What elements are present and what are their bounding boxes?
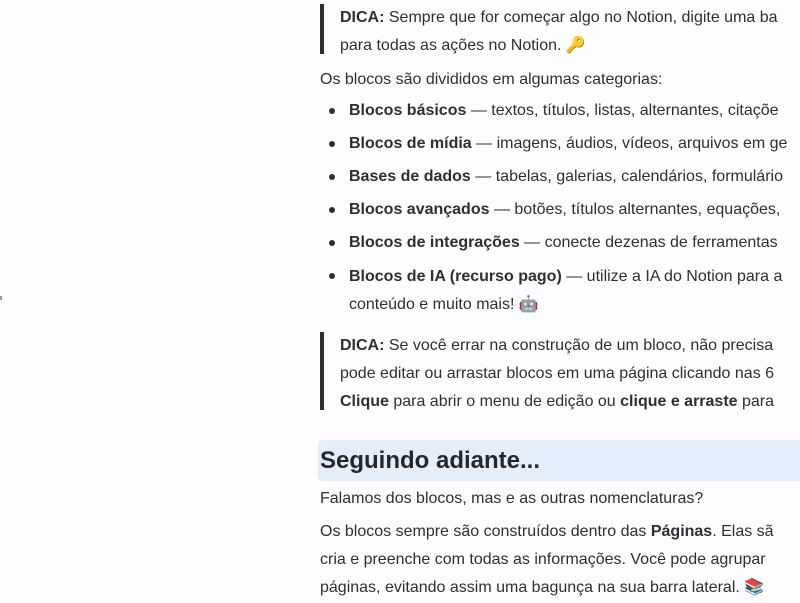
bullet-icon [329, 174, 335, 180]
tip-callout-1 [320, 4, 800, 54]
category-list [320, 98, 787, 319]
scroll-marker [0, 296, 2, 300]
section-heading: Seguindo adiante... [320, 447, 541, 474]
tip-label: DICA: [340, 9, 385, 26]
bullet-icon [329, 141, 335, 147]
list-item: Bases de dados — tabelas, galerias, calendários, formulário [320, 164, 787, 190]
list-item: Blocos de integrações — conecte dezenas de ferramentas [320, 230, 787, 256]
list-item: Blocos avançados — botões, títulos alternantes, equações, [320, 197, 787, 223]
paragraph: Falamos dos blocos, mas e as outras nomenclaturas? [320, 490, 704, 507]
intro-paragraph: Os blocos são divididos em algumas categorias: [320, 71, 663, 88]
tip-text: Sempre que for começar algo no Notion, digite uma ba [384, 9, 778, 26]
tip-text-line2: para todas as ações no Notion. 🔑 [340, 37, 586, 54]
list-item: Blocos de IA (recurso pago) — utilize a IA do Notion para a conteúdo e muito mais! 🤖 [320, 263, 787, 319]
bullet-icon [329, 240, 335, 246]
tip-callout-2: DICA: Se você errar na construção de um bloco, não precisa pode editar ou arrastar blocos em uma página clicando nas 6 Clique para abrir o menu de edição ou clique e arraste para [320, 332, 800, 410]
list-item: Blocos básicos — textos, títulos, listas, alternantes, citaçõe [320, 98, 787, 124]
bullet-icon [329, 273, 335, 279]
bullet-icon [329, 207, 335, 213]
list-item: Blocos de mídia — imagens, áudios, vídeos, arquivos em ge [320, 131, 787, 157]
bullet-icon [329, 108, 335, 114]
tip-label: DICA: [340, 337, 385, 354]
tip-text-line2: pode editar ou arrastar blocos em uma página clicando nas 6 [340, 365, 775, 382]
paragraph: Os blocos sempre são construídos dentro das Páginas. Elas sã cria e preenche com todas as informações. Você pode agrupar páginas, evitando assim uma bagunça na sua barra lateral. 📚 [320, 523, 774, 596]
tip-text: Se você errar na construção de um bloco, não precisa [384, 337, 774, 354]
